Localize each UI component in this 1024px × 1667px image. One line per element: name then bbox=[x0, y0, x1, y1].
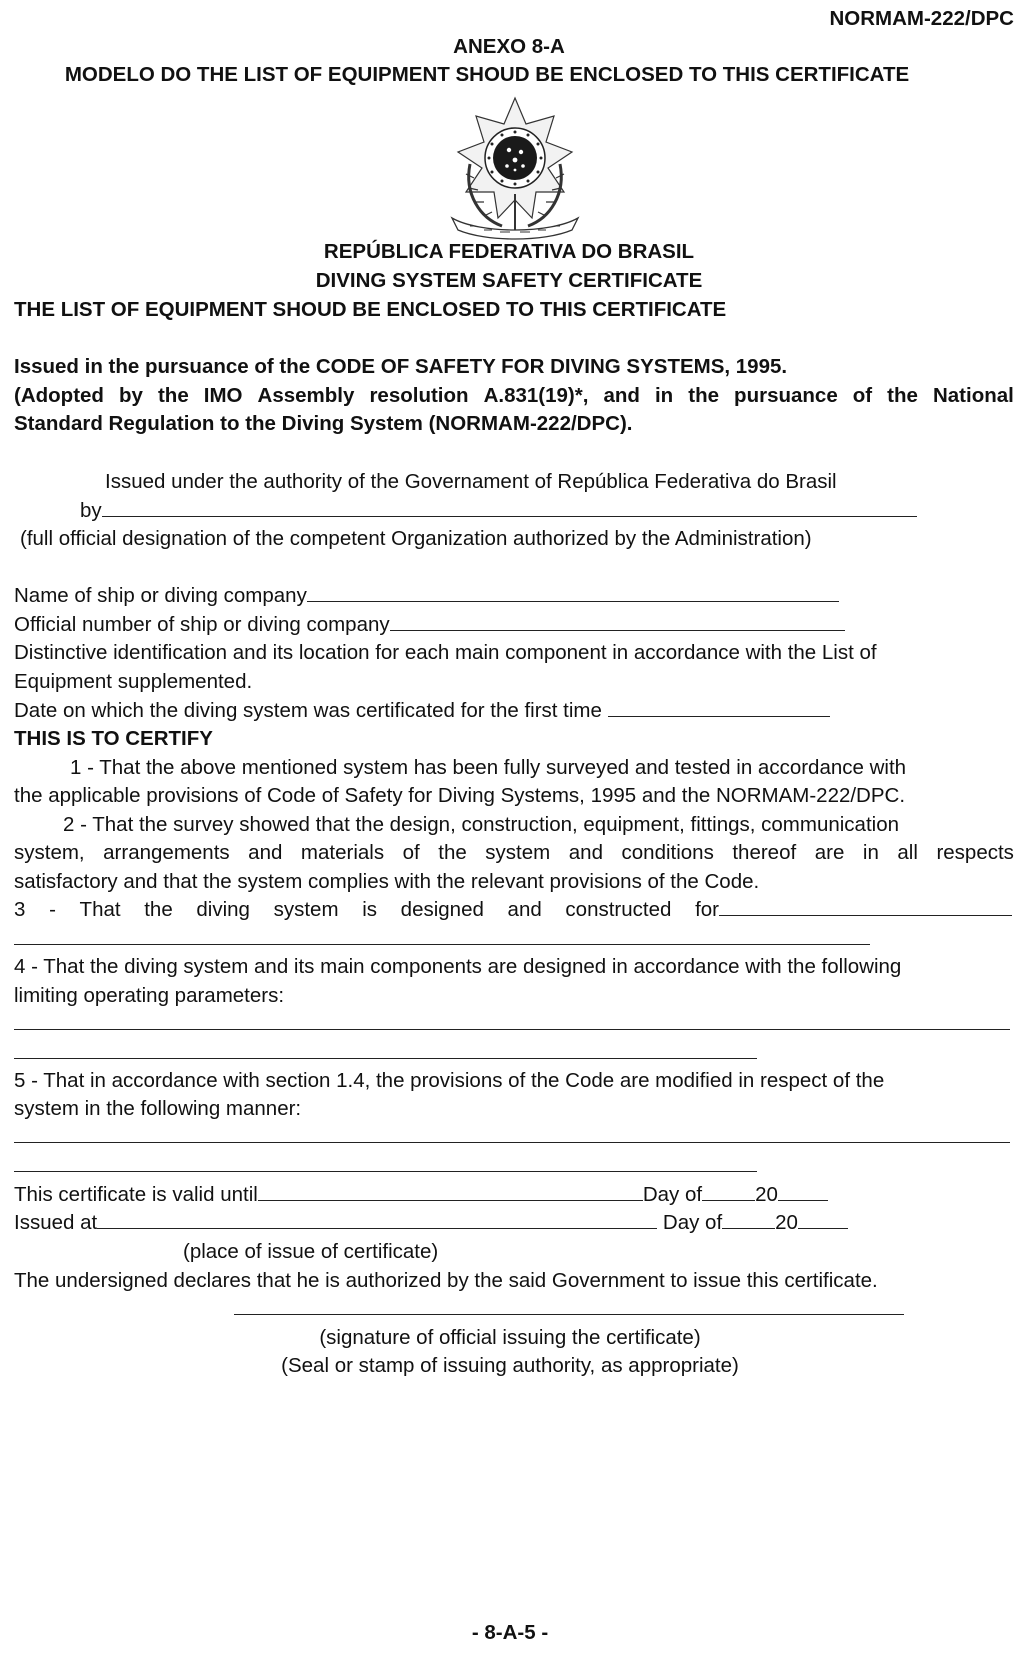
word: IMO bbox=[203, 384, 243, 407]
ship-name-field bbox=[14, 581, 1014, 611]
word: the bbox=[144, 898, 173, 921]
annex-label: ANEXO 8-A bbox=[453, 35, 565, 58]
word: the bbox=[688, 384, 719, 407]
official-number-blank[interactable] bbox=[390, 610, 845, 631]
issued-year-blank[interactable] bbox=[798, 1208, 848, 1229]
official-number-field bbox=[14, 610, 1014, 640]
word: thereof bbox=[732, 841, 797, 864]
page-number: - 8-A-5 - bbox=[471, 1621, 549, 1644]
item-3-line bbox=[14, 895, 1014, 925]
word: - bbox=[49, 898, 56, 921]
item-5-blank-2[interactable] bbox=[14, 1171, 757, 1172]
item-2-line-2 bbox=[14, 838, 1014, 868]
preamble-line-3: Standard Regulation to the Diving System (NORMAM-222/DPC). bbox=[14, 412, 633, 435]
word: pursuance bbox=[734, 384, 838, 407]
word: diving bbox=[196, 898, 250, 921]
word: the bbox=[438, 841, 467, 864]
authority-line: Issued under the authority of the Governament of República Federativa do Brasil bbox=[105, 470, 837, 493]
declaration: The undersigned declares that he is authorized by the said Government to issue this certificate. bbox=[14, 1269, 878, 1292]
word: the bbox=[887, 384, 918, 407]
item-2-line-1: 2 - That the survey showed that the design, construction, equipment, fittings, communication bbox=[63, 813, 900, 836]
issued-at-field bbox=[14, 1208, 1014, 1238]
word: and bbox=[603, 384, 640, 407]
certify-heading: THIS IS TO CERTIFY bbox=[14, 727, 213, 750]
item-4-blank-1[interactable] bbox=[14, 1029, 1010, 1030]
valid-year-blank[interactable] bbox=[778, 1180, 828, 1201]
signature-line[interactable] bbox=[234, 1314, 904, 1315]
first-cert-date-field bbox=[14, 696, 1014, 726]
word: and bbox=[248, 841, 283, 864]
word: 3 bbox=[14, 898, 26, 921]
word: all bbox=[897, 841, 918, 864]
distinctive-id-line-2: Equipment supplemented. bbox=[14, 670, 253, 693]
list-of-equipment-note: THE LIST OF EQUIPMENT SHOUD BE ENCLOSED TO THIS CERTIFICATE bbox=[14, 298, 727, 321]
by-label: by bbox=[80, 499, 102, 522]
issued-at-label: Issued at bbox=[14, 1211, 98, 1234]
seal-note: (Seal or stamp of issuing authority, as appropriate) bbox=[281, 1354, 739, 1377]
valid-until-blank[interactable] bbox=[258, 1180, 643, 1201]
word: designed bbox=[400, 898, 484, 921]
item-4-line-1: 4 - That the diving system and its main components are designed in accordance with the following bbox=[14, 955, 902, 978]
first-cert-date-blank[interactable] bbox=[608, 696, 830, 717]
authority-by-field bbox=[80, 496, 1014, 526]
word: resolution bbox=[369, 384, 469, 407]
issued-at-blank[interactable] bbox=[97, 1208, 657, 1229]
word: and bbox=[507, 898, 542, 921]
word: are bbox=[814, 841, 845, 864]
word: system, bbox=[14, 841, 85, 864]
item-5-blank-1[interactable] bbox=[14, 1142, 1010, 1143]
item-1-line-1: 1 - That the above mentioned system has been fully surveyed and tested in accordance with bbox=[70, 756, 907, 779]
word: by bbox=[119, 384, 143, 407]
place-of-issue-note: (place of issue of certificate) bbox=[183, 1240, 439, 1263]
word: system bbox=[485, 841, 551, 864]
preamble-line-2 bbox=[14, 381, 1014, 411]
preamble-line-1: Issued in the pursuance of the CODE OF SAFETY FOR DIVING SYSTEMS, 1995. bbox=[14, 355, 788, 378]
item-1-line-2: the applicable provisions of Code of Safety for Diving Systems, 1995 and the NORMAM-222/DPC. bbox=[14, 784, 906, 807]
item-2-line-3: satisfactory and that the system complies with the relevant provisions of the Code. bbox=[14, 870, 760, 893]
official-number-label: Official number of ship or diving company bbox=[14, 613, 390, 636]
word: system bbox=[273, 898, 339, 921]
distinctive-id-line-1: Distinctive identification and its location for each main component in accordance with the List of bbox=[14, 641, 877, 664]
word: in bbox=[654, 384, 674, 407]
item-3-blank-continued[interactable] bbox=[14, 944, 870, 945]
year-prefix: 20 bbox=[775, 1211, 798, 1234]
word: respects bbox=[936, 841, 1014, 864]
word: National bbox=[932, 384, 1014, 407]
valid-day-blank[interactable] bbox=[702, 1180, 755, 1201]
ship-name-blank[interactable] bbox=[307, 581, 839, 602]
first-cert-date-label: Date on which the diving system was certificated for the first time bbox=[14, 699, 602, 722]
signature-note: (signature of official issuing the certificate) bbox=[319, 1326, 701, 1349]
word: Assembly bbox=[257, 384, 355, 407]
document-reference: NORMAM-222/DPC bbox=[829, 7, 1014, 30]
country-title: REPÚBLICA FEDERATIVA DO BRASIL bbox=[323, 240, 695, 263]
word: materials bbox=[300, 841, 385, 864]
item-5-line-1: 5 - That in accordance with section 1.4, the provisions of the Code are modified in respect of the bbox=[14, 1069, 885, 1092]
valid-until-label: This certificate is valid until bbox=[14, 1183, 258, 1206]
model-title: MODELO DO THE LIST OF EQUIPMENT SHOUD BE ENCLOSED TO THIS CERTIFICATE bbox=[64, 63, 910, 86]
word: (Adopted bbox=[14, 384, 104, 407]
word: conditions bbox=[621, 841, 714, 864]
word: and bbox=[568, 841, 603, 864]
ship-name-label: Name of ship or diving company bbox=[14, 584, 307, 607]
word: constructed bbox=[565, 898, 672, 921]
coat-of-arms-of-brazil-emblem bbox=[440, 94, 590, 242]
word: for bbox=[695, 898, 719, 921]
item-3-text bbox=[14, 895, 719, 925]
authority-note: (full official designation of the competent Organization authorized by the Administration) bbox=[20, 527, 812, 550]
item-5-line-2: system in the following manner: bbox=[14, 1097, 302, 1120]
item-4-line-2: limiting operating parameters: bbox=[14, 984, 285, 1007]
certificate-title: DIVING SYSTEM SAFETY CERTIFICATE bbox=[315, 269, 703, 292]
word: is bbox=[362, 898, 378, 921]
word: in bbox=[862, 841, 879, 864]
year-prefix: 20 bbox=[755, 1183, 778, 1206]
word: arrangements bbox=[103, 841, 230, 864]
word: That bbox=[79, 898, 121, 921]
word: of bbox=[852, 384, 873, 407]
valid-until-field bbox=[14, 1180, 1014, 1210]
word: A.831(19)*, bbox=[483, 384, 589, 407]
organization-blank[interactable] bbox=[102, 496, 917, 517]
day-of-label: Day of bbox=[642, 1183, 703, 1206]
day-of-label: Day of bbox=[662, 1211, 723, 1234]
item-3-blank[interactable] bbox=[719, 895, 1012, 916]
item-4-blank-2[interactable] bbox=[14, 1058, 757, 1059]
issued-day-blank[interactable] bbox=[722, 1208, 775, 1229]
word: the bbox=[157, 384, 189, 407]
word: of bbox=[402, 841, 420, 864]
